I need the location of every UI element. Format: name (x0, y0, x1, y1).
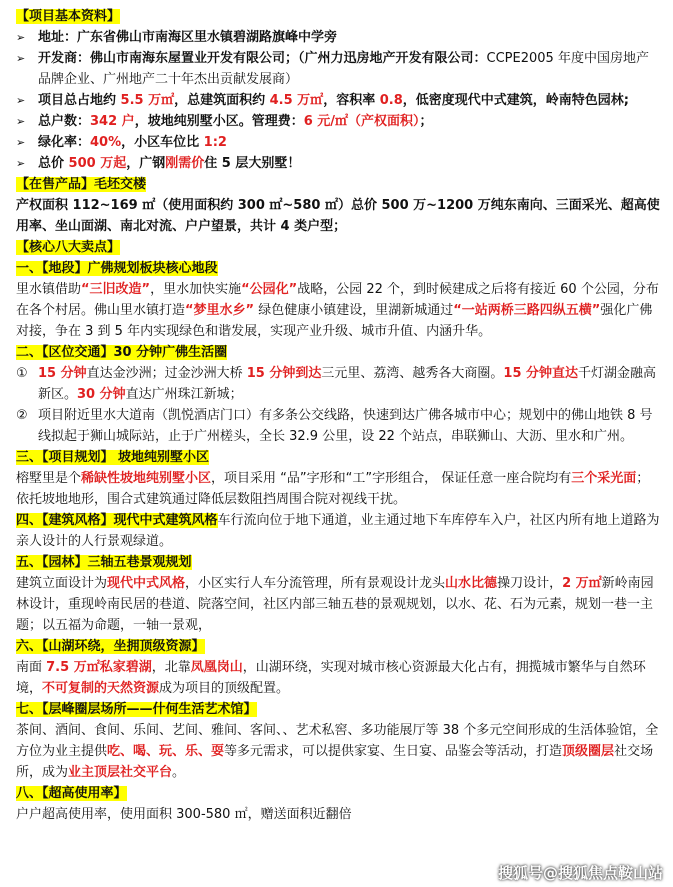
section-on-sale (16, 174, 661, 195)
arrow-bullet-icon: ➢ (16, 157, 26, 170)
bullet-households: ➢ 总户数：342 户，坡地纯别墅小区。管理费：6 元/㎡（产权面积）； (16, 111, 661, 132)
bullet-developer: ➢ 开发商：佛山市南海东屋置业开发有限公司；（广州力迅房地产开发有限公司：CCPE2005 年度中国房地产品牌企业、广州地产二十年杰出贡献发展商） (16, 48, 661, 90)
arrow-bullet-icon: ➢ (16, 136, 26, 149)
point-8-heading: 八、【超高使用率】 (16, 786, 127, 801)
point-8-body: 户户超高使用率，使用面积 300-580 ㎡，赠送面积近翻倍 (16, 807, 352, 822)
value: 广东省佛山市南海区里水镇碧湖路旗峰中学旁 (77, 30, 338, 45)
arrow-bullet-icon: ➢ (16, 94, 26, 107)
point-7-body: 茶间、酒间、食间、乐间、艺间、雅间、客间、、艺术私窖、多功能展厅等 38 个多元空间形成的生活体验馆，全方位为业主提供吃、喝、玩、乐、耍等多元需求，可以提供家宴、生日宴、品鉴会等活动，打造顶级圈层社交场所，成为业主顶层社交平台。 (16, 723, 659, 780)
point-3-heading: 三、【项目规划】 坡地纯别墅小区 (16, 450, 210, 465)
arrow-bullet-icon: ➢ (16, 31, 26, 44)
on-sale-body: 产权面积 112~169 ㎡（使用面积约 300 ㎡~580 ㎡）总价 500 万~1200 万纯东南向、三面采光、超高使用率、坐山面湖、南北对流、户户望景，共计 4 类户型； (16, 198, 660, 234)
point-7-heading: 七、【层峰圈层场所——什何生活艺术馆】 (16, 702, 257, 717)
arrow-bullet-icon: ➢ (16, 115, 26, 128)
section-heading: 【项目基本资料】 (16, 9, 121, 24)
watermark: 搜狐号@搜狐焦点鞍山站 (497, 864, 663, 882)
point-4-heading: 四、【建筑风格】现代中式建筑风格 (16, 513, 218, 528)
section-heading: 【核心八大卖点】 (16, 240, 121, 255)
label: 地址： (38, 30, 78, 45)
section-project-info (16, 6, 661, 27)
circled-number: ① (16, 366, 28, 381)
point-1-body: 里水镇借助“三旧改造”，里水加快实施“公园化”战略，公园 22 个，到时候建成之后将有接近 60 个公园，分布在各个村居。佛山里水镇打造“梦里水乡” 绿色健康小镇建设，里湖新城通过“一站两桥三路四纵五横”强化广佛对接，争在 3 到 5 年内实现绿色和谐发展，实现产业升级、城市升值、内涵升华。 (16, 282, 659, 339)
point-1-heading: 一、【地段】广佛规划板块核心地段 (16, 261, 218, 276)
circled-number: ② (16, 408, 28, 423)
section-selling-points (16, 237, 661, 258)
point-5-body: 建筑立面设计为现代中式风格，小区实行人车分流管理，所有景观设计龙头山水比德操刀设计，2 万㎡新岭南园林设计，重现岭南民居的巷道、院落空间，社区内部三轴五巷的景观规划，以水、花、石为元素，规划一巷一主题；以五福为命题，一轴一景观， (16, 576, 654, 633)
bullet-green-rate: ➢ 绿化率：40%，小区车位比 1:2 (16, 132, 661, 153)
point-2-item-2: ② 项目附近里水大道南（凯悦酒店门口）有多条公交线路，快速到达广佛各城市中心；规划中的佛山地铁 8 号线拟起于狮山城际站，止于广州槎头，全长 32.9 公里，设 22 个站点，串联狮山、大沥、里水和广州。 (16, 405, 661, 447)
bullet-site-area: ➢ 项目总占地约 5.5 万㎡，总建筑面积约 4.5 万㎡，容积率 0.8，低密度现代中式建筑，岭南特色园林; (16, 90, 661, 111)
point-6-body: 南面 7.5 万㎡私家碧湖，北靠凤凰岗山，山湖环绕，实现对城市核心资源最大化占有，拥揽城市繁华与自然环境，不可复制的天然资源成为项目的顶级配置。 (16, 660, 646, 696)
section-heading: 【在售产品】毛坯交楼 (16, 177, 147, 192)
point-4 (16, 510, 661, 552)
arrow-bullet-icon: ➢ (16, 52, 26, 65)
point-2-heading: 二、【区位交通】30 分钟广佛生活圈 (16, 345, 228, 360)
point-5-heading: 五、【园林】三轴五巷景观规划 (16, 555, 192, 570)
bullet-total-price: ➢ 总价 500 万起，广钢刚需价住 5 层大别墅！ (16, 153, 661, 174)
point-4-body: 车行流向位于地下通道，业主通过地下车库停车入户，社区内所有地上道路为亲人设计的人行景观绿道。 (16, 513, 660, 549)
point-3-body: 榕墅里是个稀缺性坡地纯别墅小区，项目采用 “品”字形和“工”字形组合， 保证任意一座合院均有三个采光面；依托坡地地形，围合式建筑通过降低层数阻挡周围合院对视线干扰。 (16, 471, 650, 507)
point-6-heading: 六、【山湖环绕，坐拥顶级资源】 (16, 639, 205, 654)
point-2-item-1: ① 15 分钟直达金沙洲；过金沙洲大桥 15 分钟到达三元里、荔湾、越秀各大商圈。15 分钟直达千灯湖金融高新区。30 分钟直达广州珠江新城； (16, 363, 661, 405)
bullet-address (16, 27, 661, 48)
